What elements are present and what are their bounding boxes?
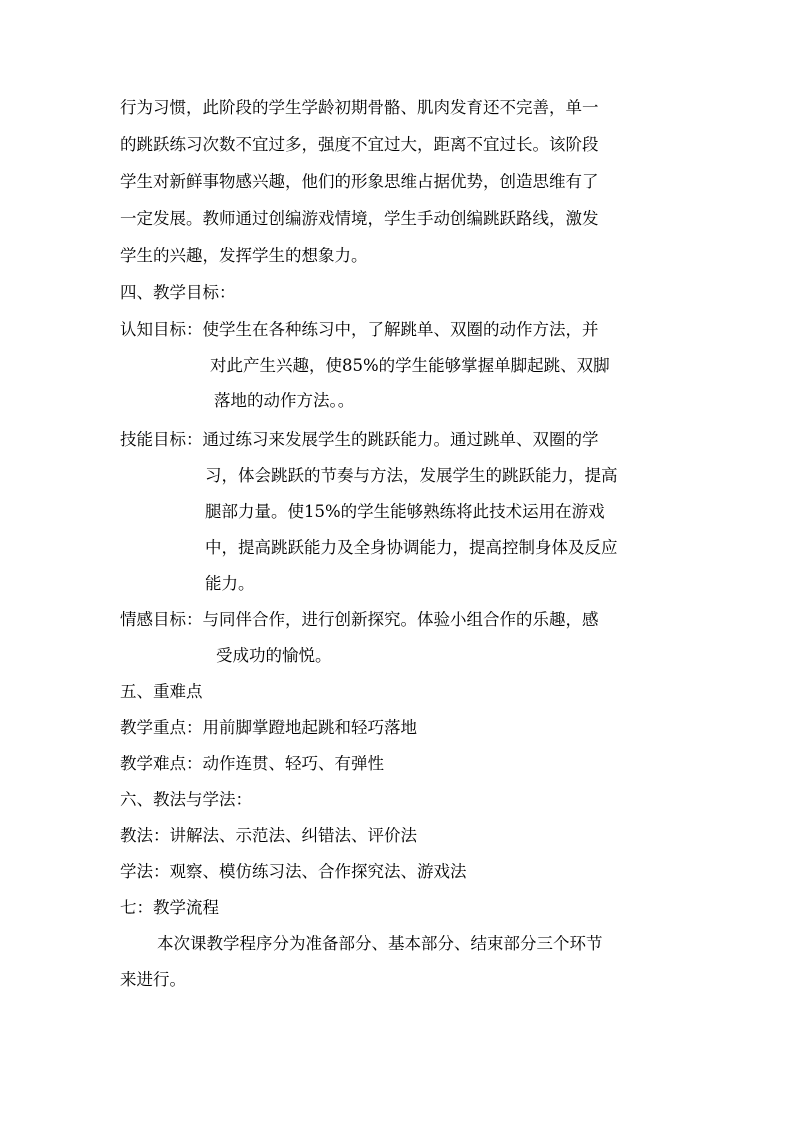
- section7-heading: 七：教学流程: [120, 898, 219, 917]
- teaching-methods: 教法：讲解法、示范法、纠错法、评价法: [120, 826, 417, 845]
- difficult-point: 教学难点：动作连贯、轻巧、有弹性: [120, 754, 384, 773]
- skill-goal-line-3: 腿部力量。使15%的学生能够熟练将此技术运用在游戏: [205, 502, 605, 521]
- intro-line-4: 一定发展。教师通过创编游戏情境，学生手动创编跳跃路线，激发: [120, 209, 599, 228]
- key-point: 教学重点：用前脚掌蹬地起跳和轻巧落地: [120, 718, 417, 737]
- section6-heading: 六、教法与学法：: [120, 790, 252, 809]
- section5-heading: 五、重难点: [120, 682, 203, 701]
- skill-goal-line-4: 中，提高跳跃能力及全身协调能力，提高控制身体及反应: [205, 538, 618, 557]
- emotional-goal-line-1: 情感目标：与同伴合作，进行创新探究。体验小组合作的乐趣，感: [120, 610, 599, 629]
- section4-heading: 四、教学目标：: [120, 283, 236, 302]
- intro-line-5: 学生的兴趣，发挥学生的想象力。: [120, 246, 368, 265]
- intro-line-1: 行为习惯，此阶段的学生学龄初期骨骼、肌肉发育还不完善，单一: [120, 98, 599, 117]
- emotional-goal-line-2: 受成功的愉悦。: [216, 646, 332, 665]
- skill-goal-line-1: 技能目标：通过练习来发展学生的跳跃能力。通过跳单、双圈的学: [120, 430, 599, 449]
- skill-goal-line-5: 能力。: [205, 574, 255, 593]
- intro-line-3: 学生对新鲜事物感兴趣，他们的形象思维占据优势，创造思维有了: [120, 172, 599, 191]
- process-line-2: 来进行。: [120, 970, 186, 989]
- cognitive-goal-line-1: 认知目标：使学生在各种练习中，了解跳单、双圈的动作方法，并: [120, 320, 599, 339]
- learning-methods: 学法：观察、模仿练习法、合作探究法、游戏法: [120, 862, 467, 881]
- process-line-1: 本次课教学程序分为准备部分、基本部分、结束部分三个环节: [157, 934, 603, 953]
- cognitive-goal-line-3: 落地的动作方法。。: [214, 391, 355, 410]
- skill-goal-line-2: 习，体会跳跃的节奏与方法，发展学生的跳跃能力，提高: [205, 466, 618, 485]
- cognitive-goal-line-2: 对此产生兴趣，使85%的学生能够掌握单脚起跳、双脚: [210, 356, 610, 375]
- intro-line-2: 的跳跃练习次数不宜过多，强度不宜过大，距离不宜过长。该阶段: [120, 135, 599, 154]
